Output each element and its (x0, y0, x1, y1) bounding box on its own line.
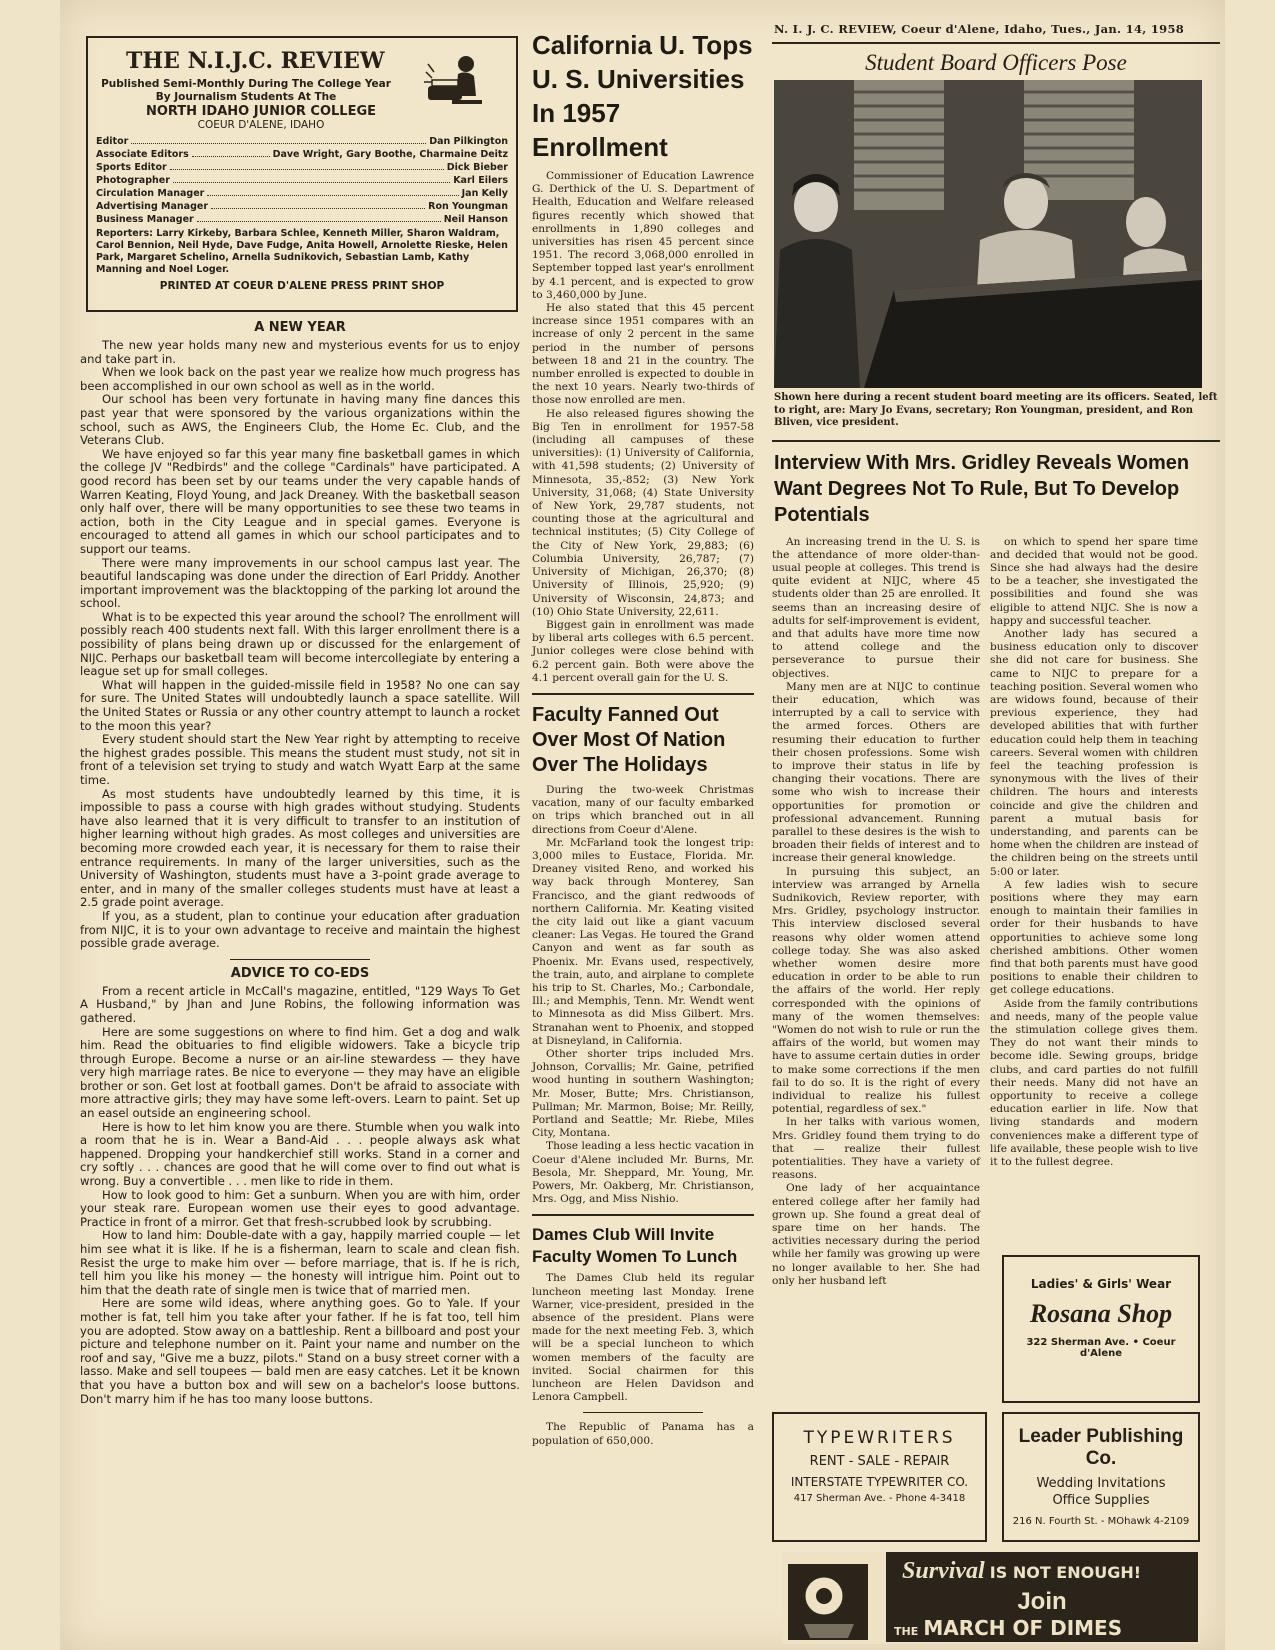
gridley-paragraph: Many men are at NIJC to continue their education, which was interrupted by a call to service with the armed forces. Others are resuming their education to further their chosen professions. Some wish to improve their status in life by changing their vocations. There are some who wish to increase their opportunities for promotion or professional advancement. Running parallel to these desires is the wish to broaden their fields of interest and to increase their general knowledge. (772, 680, 980, 865)
leader-address: 216 N. Fourth St. - MOhawk 4-2109 (1012, 1516, 1190, 1527)
staff-role: Editor (96, 136, 129, 147)
staff-name: Karl Eilers (453, 175, 508, 186)
leader-dots (170, 161, 444, 170)
faculty-paragraph: Other shorter trips included Mrs. Johnson, Corvallis; Mr. Gaine, petrified wood hunting in southern Washington; Mr. Moser, Butte; Mrs. Christianson, Pullman; Mr. Marmon, Boise; Mr. Reilly, Portland and Seattle; Mr. Riebe, Miles City, Montana. (532, 1047, 754, 1140)
advice-paragraph: Here are some suggestions on where to find him. Get a dog and walk him. Read the obituaries to find eligible widowers. Take a bicycle trip through Europe. Become a nurse or an air-line stewardess — they have very high marriage rates. Be nice to everyone — they may have an eligible brother or son. Get lost at football games. Don't be afraid to associate with more attractive girls; they may have some left-overs. Learn to paint. Set up an easel outside an engineering school. (80, 1024, 520, 1121)
california-paragraph: Commissioner of Education Lawrence G. Derthick of the U. S. Department of Health, Education and Welfare released figures recently which showed that enrollments in 1,890 colleges and universities has risen 45 percent since 1951. The record 3,068,000 enrolled in September topped last year's enrollment by 4.1 percent, and is expected to grow to 3,460,000 by June. (532, 170, 754, 301)
editorial-paragraph: As most students have undoubtedly learned by this time, it is impossible to pass a course with high grades without studying. Students have also learned that it is very difficult to transfer to an institution of higher learning without high grades. As most colleges and universities are becoming more crowded each year, it is necessary for them to raise their entrance requirements. In many of the larger universities, such as the University of Washington, students must have a 3-point grade average to enter, and in many of the smaller colleges students must have at least a 2.5 grade point average. (80, 786, 520, 910)
staff-role: Photographer (96, 175, 170, 186)
leader-dots (207, 187, 458, 196)
staff-row (96, 187, 508, 200)
leader-dots (197, 213, 441, 222)
editorial-advice (80, 966, 520, 1406)
advice-paragraph: How to land him: Double-date with a gay, happily married couple — let him see what it is like. If he is a fisherman, learn to scale and clean fish. Resist the urge to make him over — before marriage, that is. If he is rich, tell him you like his money — the honesty will intrigue him. Point out to him that the death rate of single men is twice that of married men. (80, 1228, 520, 1297)
gridley-paragraph: on which to spend her spare time and decided that would not be good. Since she had always had the desire to be a teacher, she investigated the possibilities and found she was eligible to attend NIJC. She is now a happy and successful teacher. (990, 535, 1198, 627)
ad-march-of-dimes (782, 1552, 1200, 1644)
staff-name: Dave Wright, Gary Boothe, Charmaine Deitz (272, 149, 508, 160)
staff-name: Dan Pilkington (429, 136, 508, 147)
leader-dots (192, 148, 270, 157)
dimes-illustration-icon (784, 1554, 876, 1642)
ad-typewriters (772, 1412, 987, 1542)
student-board-photo (774, 80, 1202, 388)
staff-row (96, 213, 508, 226)
article-faculty (532, 703, 754, 1207)
advice-title: ADVICE TO CO-EDS (230, 965, 370, 981)
panama-filler: The Republic of Panama has a population of 650,000. (532, 1421, 754, 1447)
staff-role: Business Manager (96, 214, 194, 225)
article-dames-club (532, 1224, 754, 1447)
rosana-tagline: Ladies' & Girls' Wear (1030, 1277, 1172, 1291)
article-california (532, 28, 754, 685)
editorial-paragraph: What is to be expected this year around the school? The enrollment will possibly reach 400 students next fall. With this larger enrollment there is a possibility of plans being drawn up or discussed for the enlargement of NIJC. Perhaps our basketball team will become intercollegiate by entering a league set up for small colleges. (80, 609, 520, 679)
staff-row (96, 200, 508, 213)
editorial-new-year (80, 320, 520, 960)
gridley-column-2 (990, 536, 1198, 1226)
rosana-address: 322 Sherman Ave. • Coeur d'Alene (1026, 1337, 1176, 1359)
california-paragraph: He also stated that this 45 percent increase since 1951 compares with an increase of only 2 percent in the same period in the number of persons between 18 and 21 in the country. The number enrolled is expected to double in the next 10 years. Nearly two-thirds of those now enrolled are men. (532, 302, 754, 407)
gridley-paragraph: In pursuing this subject, an interview was arranged by Arnella Sudnikovich, Review reporter, with Mrs. Gridley, psychology instructor. This interview disclosed several reasons why older women attend college today. She was also asked whether women desire more education in order to be able to run the affairs of the world. Her reply corresponded with the opinions of many of the women themselves: "Women do not wish to rule or run the affairs of the world, but women may have to assume certain duties in order to make some corrections if the men fail to do so. It is the right of every individual to realize his fullest potential, regardless of sex." (772, 865, 980, 1116)
staff-name: Dick Bieber (446, 162, 508, 173)
headline-gridley: Interview With Mrs. Gridley Reveals Women Want Degrees Not To Rule, But To Develop Potentials (774, 451, 1190, 526)
leader-line-2: Office Supplies (1052, 1493, 1150, 1508)
editorial-paragraph: If you, as a student, plan to continue your education after graduation from NIJC, it is to your own advantage to receive and maintain the highest possible grade average. (80, 908, 520, 951)
running-head: N. I. J. C. REVIEW, Coeur d'Alene, Idaho, Tues., Jan. 14, 1958 (774, 22, 1185, 36)
leader-dots (131, 135, 426, 144)
dimes-the: THE (894, 1625, 919, 1638)
divider (532, 1214, 754, 1216)
staff-role: Sports Editor (96, 162, 167, 173)
editorial-paragraph: There were many improvements in our school campus last year. The beautiful landscaping was done under the direction of Earl Priddy. Another important improvement was the blacktopping of the parking lot around the school. (80, 555, 520, 611)
editorial-title: A NEW YEAR (254, 320, 346, 335)
gridley-paragraph: Another lady has secured a business education only to discover she did not care for business. She came to NIJC to prepare for a teaching position. Several women who are widows found, because of their previous experience, they had developed abilities that with further education could help them in teaching careers. Several women with children feel the teaching profession is synonymous with the lives of their children. The hours and interests coincide and give the children and parent a mutual basis for understanding, and parents can be home when the children are instead of the children being on the streets until 5:00 or later. (990, 627, 1198, 878)
california-paragraph: He also released figures showing the Big Ten in enrollment for 1957-58 (including all campuses of these universities): (1) University of California, with 41,598 students; (2) University of Minnesota, 35,-852; (3) New York University, 31,068; (4) State University of New York, 29,787 students, not counting those at the agricultural and technical institutes; (5) City College of the City of New York, 29,883; (6) Columbia University, 26,787; (7) University of Michigan, 26,370; (8) University of Illinois, 25,920; (9) University of Wisconsin, 24,873; and (10) Ohio State University, 22,611. (532, 407, 754, 618)
ad-leader-publishing (1002, 1412, 1200, 1542)
advice-paragraph: Here is how to let him know you are there. Stumble when you walk into a room that he is in. Wear a Band-Aid . . . people always ask what happened. Dropping your handkerchief still works. Stand in a corner and cry softly . . . chances are good that he will come over to find out what is wrong. Buy a convertible . . . men like to ride in them. (80, 1119, 520, 1189)
faculty-paragraph: Mr. McFarland took the longest trip: 3,000 miles to Eustace, Florida. Mr. Dreaney visited Reno, and worked his way back through Monterey, San Francisco, and the giant redwoods of northern California. Mr. Keating visited the city laid out like a giant vacuum cleaner: Las Vegas. He toured the Grand Canyon and went as far south as Phoenix. Mr. Evans used, respectively, the train, auto, and airplane to complete his trip to St. Charles, Mo.; Carbondale, Ill.; and Memphis, Tenn. Mr. Wendt went to Minnesota as did Miss Gilbert. Mrs. Stranahan went to Phoenix, and stopped at Disneyland, in California. (532, 836, 754, 1047)
typewriters-title: TYPEWRITERS (803, 1428, 956, 1448)
gridley-paragraph: One lady of her acquaintance entered college after her family had grown up. She found a great deal of spare time on her hands. The activities necessary during the period while her family was growing up were no longer available to her. She had only her husband left (772, 1182, 980, 1287)
editorial-paragraph: Our school has been very fortunate in having many fine dances this past year that were sponsored by the various organizations within the school, such as AWS, the Engineers Club, the Home Ec. Club, and the Veterans Club. (80, 392, 520, 448)
masthead-subtitle-2: By Journalism Students At The (155, 91, 337, 103)
headline-faculty: Faculty Fanned Out Over Most Of Nation Over The Holidays (532, 703, 726, 776)
staff-role: Advertising Manager (96, 201, 209, 212)
gridley-paragraph: A few ladies wish to secure positions where they may earn enough to maintain their families in order for their husbands to have opportunities to achieve some long cherished ambitions. Other women find that both parents must have good positions to enable their children to get college educations. (990, 878, 1198, 997)
divider (772, 440, 1220, 442)
left-column (80, 28, 520, 1618)
rosana-name: Rosana Shop (1029, 1299, 1173, 1328)
leader-dots (211, 200, 425, 209)
gridley-paragraph: In her talks with various women, Mrs. Gridley found them trying to do that — realize their fullest potentialities. They have a variety of reasons. (772, 1116, 980, 1182)
masthead-title: THE N.I.J.C. REVIEW (126, 48, 385, 74)
staff-name: Ron Youngman (428, 201, 508, 212)
editorial-paragraph: The new year holds many new and mysterious events for us to enjoy and take part in. (80, 338, 520, 366)
divider (583, 1412, 703, 1413)
staff-row (96, 148, 508, 161)
editorial-paragraph: What will happen in the guided-missile field in 1958? No one can say for sure. The United States will undoubtedly launch a space satellite. Will the United States or Russia or any other country attempt to launch a rocket to the moon this year? (80, 677, 520, 733)
gridley-column-1 (772, 535, 980, 1287)
masthead (86, 36, 518, 312)
typewriters-address: 417 Sherman Ave. - Phone 4-3418 (793, 1493, 966, 1504)
divider (230, 959, 370, 960)
advice-paragraph: How to look good to him: Get a sunburn. When you are with him, order your steak rare. European women use their eyes to good advantage. Practice in front of a mirror. Get that fresh-scrubbed look by scrubbing. (80, 1187, 520, 1229)
photo-title: Student Board Officers Pose (865, 50, 1127, 75)
dimes-join: Join (1017, 1588, 1067, 1615)
staff-name: Neil Hanson (443, 214, 508, 225)
masthead-subtitle-1: Published Semi-Monthly During The College Year (101, 78, 391, 90)
gridley-paragraph: Aside from the family contributions and needs, many of the people value the stimulation college gives them. They do not want their minds to become idle. Sewing groups, bridge clubs, and card parties do not fulfill their needs. Many did not have an opportunity to receive a college education earlier in life. Now that living standards and modern conveniences make a different type of life available, these people wish to live it to the fullest degree. (990, 997, 1198, 1169)
staff-row (96, 174, 508, 187)
advice-paragraph: From a recent article in McCall's magazine, entitled, "129 Ways To Get A Husband," by Jhan and June Robins, the following information was gathered. (80, 983, 520, 1025)
staff-role: Circulation Manager (96, 188, 205, 199)
faculty-paragraph: During the two-week Christmas vacation, many of our faculty embarked on trips which branched out in all directions from Coeur d'Alene. (532, 783, 754, 836)
leader-line-1: Wedding Invitations (1036, 1476, 1166, 1491)
headline-dames: Dames Club Will Invite Faculty Women To Lunch (532, 1225, 738, 1267)
ad-rosana-shop (1002, 1255, 1200, 1403)
reporters-list: Reporters: Larry Kirkeby, Barbara Schlee, Kenneth Miller, Sharon Waldram, Carol Bennion, Neil Hyde, Dave Fudge, Anita Howell, Arnolette Rieske, Helen Park, Margaret Schelino, Arnella Sudnikovich, Sebastian Lamb, Kathy Manning and Noel Loger. (96, 228, 508, 275)
staff-list (96, 135, 508, 226)
divider (532, 693, 754, 695)
advice-paragraph: Here are some wild ideas, where anything goes. Go to Yale. If your mother is fat, tell him you take after your father. If he is fat too, tell him you are adopted. Stow away on a battleship. Rent a billboard and post your picture and telephone number on it. Paint your name and number on the roof and say, "Give me a buzz, pilots." Stand on a busy street corner with a lasso. Make and sell toupees — bald men are easy catches. Let it be known that you have a button box and will sew on a bachelor's loose buttons. Don't marry him if he has too many loose buttons. (80, 1296, 520, 1406)
typewriters-company: INTERSTATE TYPEWRITER CO. (790, 1475, 969, 1489)
staff-row (96, 161, 508, 174)
staff-name: Jan Kelly (461, 188, 508, 199)
faculty-paragraph: Those leading a less hectic vacation in Coeur d'Alene included Mr. Burns, Mr. Besola, Mr. Sheppard, Mr. Young, Mr. Powers, Mr. Oakberg, Mr. Christianson, Mrs. Ogg, and Miss Nishio. (532, 1140, 754, 1206)
dimes-march: MARCH OF DIMES (923, 1616, 1123, 1640)
dames-paragraph: The Dames Club held its regular luncheon meeting last Monday. Irene Warner, vice-president, presided in the absence of the president. Plans were made for the next meeting Feb. 3, which will be a special luncheon to which women members of the faculty are invited. Social chairmen for this luncheon are Helen Davidson and Lenora Campbell. (532, 1272, 754, 1404)
masthead-college: NORTH IDAHO JUNIOR COLLEGE (145, 104, 377, 119)
editorial-paragraph: When we look back on the past year we realize how much progress has been accomplished in our own school as well as in the world. (80, 365, 520, 393)
editorial-paragraph: We have enjoyed so far this year many fine basketball games in which the college JV "Redbirds" and the college "Cardinals" have participated. A good record has been set by our teams under the very capable hands of Warren Keating, Floyd Young, and Jack Dreaney. With the basketball season only half over, there will be many opportunities to see these two teams in action, both in the City League and in special games. Everyone is encouraged to attend all games in which our school participates and to support our teams. (80, 446, 520, 556)
photo-image (774, 80, 1202, 388)
gridley-paragraph: An increasing trend in the U. S. is the attendance of more older-than-usual people at colleges. This trend is quite evident at NIJC, where 45 students older than 25 are enrolled. It seems than an increasing desire of adults for self-improvement is evident, and that adults have more time now to attend college and the perseverance to pursue their objectives. (772, 535, 980, 680)
dimes-not-enough: IS NOT ENOUGH! (989, 1563, 1142, 1582)
middle-column (532, 28, 754, 1618)
staff-role: Associate Editors (96, 149, 189, 160)
headline-california: California U. Tops U. S. Universities In 1957 Enrollment (532, 30, 753, 162)
staff-row (96, 135, 508, 148)
dimes-survival: Survival (902, 1558, 985, 1584)
divider (772, 42, 1220, 44)
typist-logo-icon (422, 52, 492, 116)
masthead-city: COEUR D'ALENE, IDAHO (197, 119, 325, 131)
leader-name: Leader Publishing Co. (1018, 1426, 1184, 1469)
california-paragraph: Biggest gain in enrollment was made by liberal arts colleges with 6.5 percent. Junior colleges were close behind with 6.2 percent gain. Both were above the 4.1 percent overall gain for the U. S. (532, 618, 754, 684)
editorial-paragraph: Every student should start the New Year right by attempting to receive the highest grades possible. This means the student must study, not sit in front of a television set trying to study and watch Wyatt Earp at the same time. (80, 732, 520, 787)
printer-credit: PRINTED AT COEUR D'ALENE PRESS PRINT SHOP (159, 280, 445, 292)
typewriters-services: RENT - SALE - REPAIR (809, 1454, 950, 1469)
photo-caption: Shown here during a recent student board meeting are its officers. Seated, left to right, are: Mary Jo Evans, secretary; Ron Youngman, president, and Ron Bliven, vice president. (774, 392, 1218, 428)
leader-dots (173, 174, 450, 183)
